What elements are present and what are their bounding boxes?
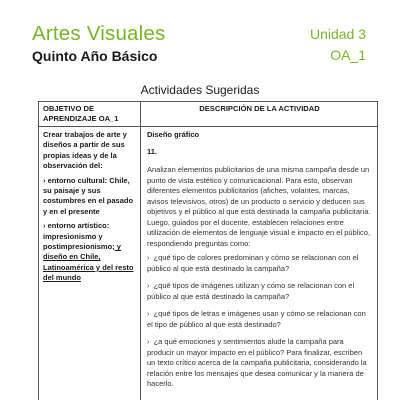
activity-header-cell (141, 102, 378, 127)
question-text: ¿qué tipos de letras e imágenes usan y cómo se relacionan con el tipo de público al que está destinado? (147, 309, 366, 329)
grade-subtitle: Quinto Año Básico (32, 48, 158, 64)
objective-item-artistic-text: › entorno artístico: impresionismo y postimpresionismo; (43, 221, 115, 252)
question-text: ¿qué tipo de colores predominan y cómo se relacionan con el público al que está destinado la campaña? (147, 253, 359, 273)
question-item (147, 253, 372, 274)
subject-title: Artes Visuales (32, 22, 166, 45)
activity-column (141, 102, 378, 400)
activities-table (38, 101, 378, 400)
bullet-icon: › (147, 253, 150, 262)
oa-label: OA_1 (330, 47, 366, 63)
activity-number: 11. (147, 146, 158, 156)
objective-item-cultural: › entorno cultural: Chile, su paisaje y sus costumbres en el pasado y en el presente (43, 175, 134, 216)
activity-title: Diseño gráfico (147, 130, 200, 139)
objective-column (39, 102, 141, 400)
question-item (147, 281, 372, 302)
objective-item-artistic-underlined: y diseño en Chile, Latinoamérica y del resto del mundo (43, 242, 134, 283)
bullet-icon: › (147, 309, 150, 318)
unit-label: Unidad 3 (309, 26, 366, 42)
objective-cell (39, 127, 140, 291)
objective-header: OBJETIVO DE APRENDIZAJE OA_1 (43, 104, 119, 123)
activity-cell (141, 127, 378, 400)
bullet-icon: › (147, 337, 150, 346)
activity-description: Analizan elementos publicitarios de una misma campaña desde un punto de vista estético y comunicacional. Para esto, observan diferentes elementos publicitarios (afiches, volantes, marcas, avisos televisivos, otros) de un producto o servicio y deducen sus objetivos y el público al que está destinada la campaña publicitaria. Luego, guiados por el docente, establecen relaciones entre utilización de elementos de lenguaje visual e impacto en el público, respondiendo preguntas como: (147, 165, 371, 248)
section-title: Actividades Sugeridas (140, 83, 260, 97)
question-text: ¿qué tipos de imágenes utilizan y cómo se relacionan con el público al que está destinado la campaña? (147, 281, 355, 301)
document-header (32, 22, 378, 64)
objective-header-cell (39, 102, 140, 127)
question-item (147, 337, 372, 390)
bullet-icon: › (147, 281, 150, 290)
objective-intro: Crear trabajos de arte y diseños a partir de sus propias ideas y de la observación del: (43, 130, 127, 171)
activity-header: DESCRIPCIÓN DE LA ACTIVIDAD (199, 104, 320, 113)
question-text: ¿a qué emociones y sentimientos alude la campaña para producir un mayor impacto en el público? Para finalizar, escriben un texto crítico acerca de la campaña publicitaria, considerando la relación entre los mensajes que desea comunicar y la manera de hacerlo. (147, 337, 367, 388)
question-item (147, 309, 372, 330)
objective-item-artistic (43, 221, 136, 283)
